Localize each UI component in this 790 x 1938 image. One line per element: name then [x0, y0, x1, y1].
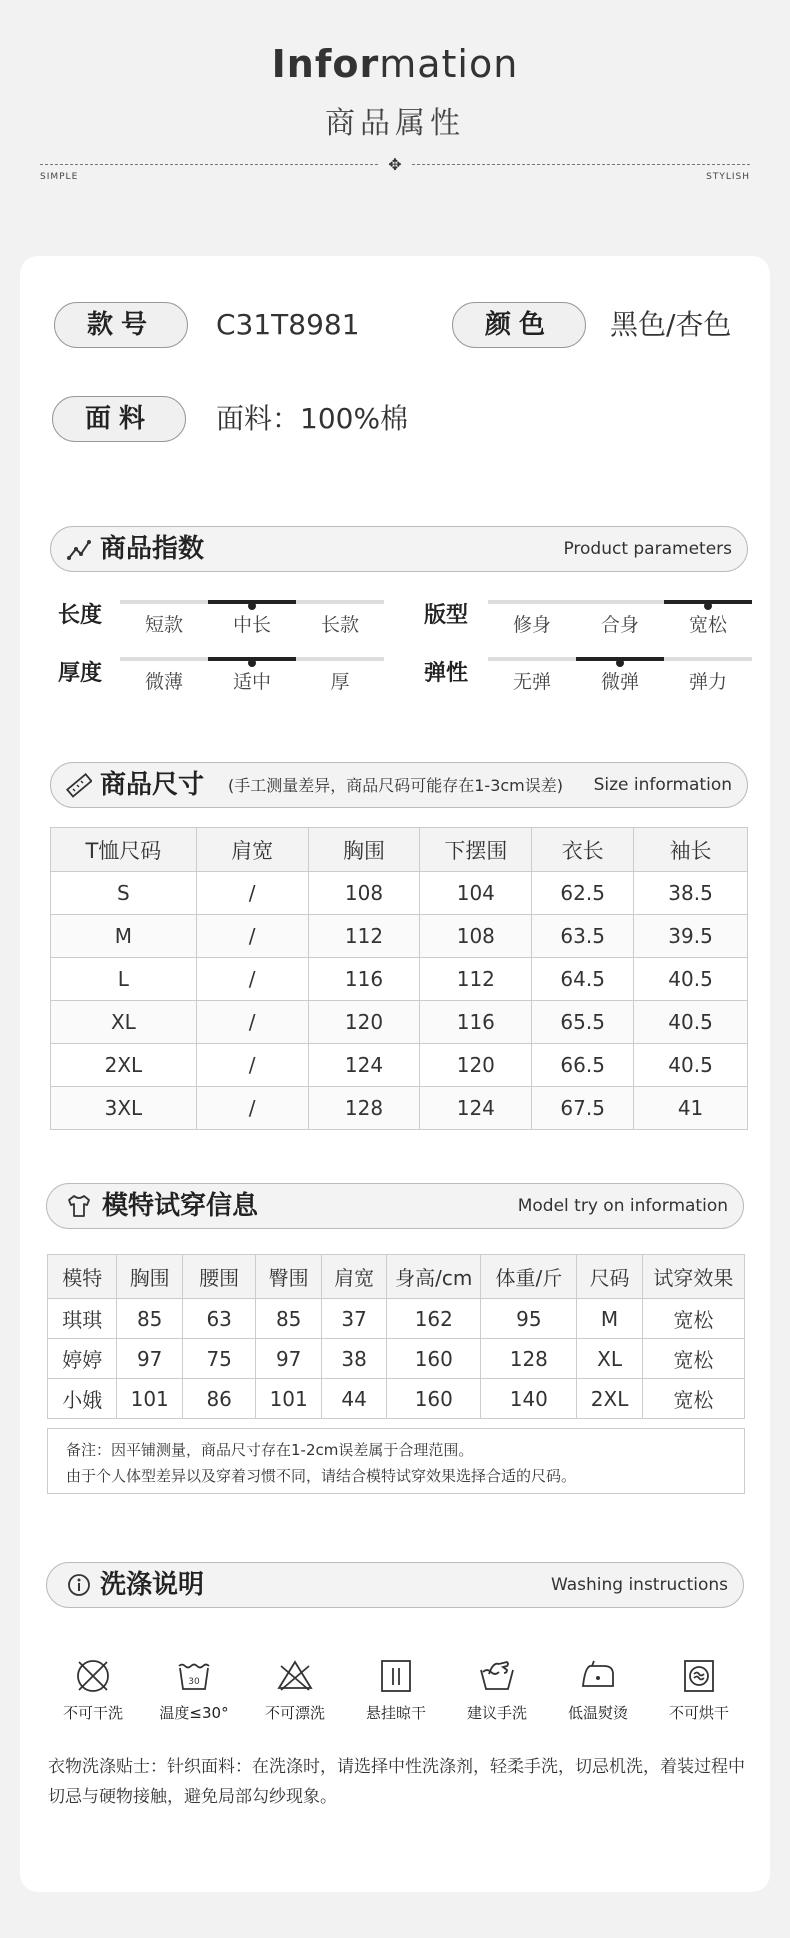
color-value: 黑色/杏色 — [610, 308, 732, 341]
index-marker-dot — [704, 602, 712, 610]
size-cell: / — [196, 1044, 308, 1087]
size-cell: 124 — [420, 1087, 532, 1130]
model-header-cell: 臀围 — [256, 1255, 321, 1299]
header-stylish: STYLISH — [706, 172, 750, 182]
wash-label: 不可漂洗 — [264, 1704, 325, 1722]
size-cell: / — [196, 1087, 308, 1130]
hang-dry-icon — [376, 1656, 416, 1696]
size-cell: L — [51, 958, 197, 1001]
model-cell: 琪琪 — [48, 1299, 117, 1339]
model-section-title: 模特试穿信息 — [102, 1191, 259, 1221]
size-section-en: Size information — [593, 775, 732, 795]
index-label: 弹性 — [424, 661, 469, 686]
fabric-value: 面料：100%棉 — [216, 402, 409, 435]
table-row — [51, 1044, 748, 1087]
tshirt-icon — [66, 1193, 92, 1219]
info-icon — [66, 1572, 92, 1598]
header-simple: SIMPLE — [40, 172, 79, 182]
model-cell: 85 — [256, 1299, 321, 1339]
fabric-label: 面料 — [52, 396, 186, 442]
table-row — [51, 915, 748, 958]
header-title — [0, 42, 790, 86]
size-cell: / — [196, 1001, 308, 1044]
size-cell: 41 — [634, 1087, 748, 1130]
table-row — [51, 1001, 748, 1044]
wash-label: 不可烘干 — [668, 1704, 729, 1722]
index-option: 修身 — [512, 614, 551, 636]
table-row — [48, 1299, 745, 1339]
index-option: 弹力 — [688, 671, 727, 693]
size-header-cell: 胸围 — [308, 828, 420, 872]
size-cell: 108 — [420, 915, 532, 958]
model-cell: 86 — [182, 1379, 256, 1419]
svg-text:30: 30 — [188, 1677, 200, 1687]
color-label: 颜色 — [452, 302, 586, 348]
size-cell: 2XL — [51, 1044, 197, 1087]
model-cell: 160 — [387, 1379, 481, 1419]
size-header-cell: 衣长 — [532, 828, 634, 872]
index-option: 微薄 — [144, 671, 183, 693]
wash-item — [48, 1656, 138, 1723]
model-cell: 162 — [387, 1299, 481, 1339]
model-header-cell: 肩宽 — [321, 1255, 386, 1299]
size-cell: 112 — [420, 958, 532, 1001]
model-table — [47, 1254, 745, 1419]
header-divider-left — [40, 164, 378, 165]
model-note — [47, 1428, 745, 1494]
table-row — [51, 958, 748, 1001]
model-cell: 128 — [481, 1339, 577, 1379]
size-header-cell: T恤尺码 — [51, 828, 197, 872]
index-option: 合身 — [600, 614, 639, 636]
wash-item — [654, 1656, 744, 1723]
model-cell: XL — [577, 1339, 642, 1379]
wash-item — [250, 1656, 340, 1723]
table-row — [48, 1339, 745, 1379]
table-row — [48, 1379, 745, 1419]
wash-label: 悬挂晾干 — [365, 1704, 426, 1722]
wash-label: 建议手洗 — [466, 1704, 527, 1722]
model-header-cell: 身高/cm — [387, 1255, 481, 1299]
index-option: 微弹 — [600, 671, 639, 693]
no-bleach-icon — [275, 1656, 315, 1696]
model-header-cell: 尺码 — [577, 1255, 642, 1299]
size-header-cell: 袖长 — [634, 828, 748, 872]
model-cell: 140 — [481, 1379, 577, 1419]
table-row — [51, 1087, 748, 1130]
size-header-cell: 下摆围 — [420, 828, 532, 872]
style-no-value: C31T8981 — [216, 308, 360, 341]
size-cell: / — [196, 958, 308, 1001]
size-cell: 116 — [420, 1001, 532, 1044]
index-section-title: 商品指数 — [100, 534, 205, 564]
model-header-cell: 体重/斤 — [481, 1255, 577, 1299]
title-bold: Infor — [271, 42, 380, 86]
table-row — [51, 872, 748, 915]
index-label: 长度 — [58, 603, 103, 628]
index-option: 厚 — [330, 671, 350, 693]
index-label: 版型 — [424, 603, 469, 628]
model-note-line1: 备注：因平铺测量，商品尺寸存在1-2cm误差属于合理范围。 — [66, 1441, 474, 1459]
wash-item — [149, 1656, 239, 1723]
size-cell: 63.5 — [532, 915, 634, 958]
size-table — [50, 827, 748, 1130]
size-cell: 39.5 — [634, 915, 748, 958]
model-cell: 44 — [321, 1379, 386, 1419]
model-cell: 95 — [481, 1299, 577, 1339]
size-cell: S — [51, 872, 197, 915]
model-cell: 85 — [117, 1299, 182, 1339]
model-note-line2: 由于个人体型差异以及穿着习惯不同，请结合模特试穿效果选择合适的尺码。 — [66, 1467, 577, 1485]
wash-item — [452, 1656, 542, 1723]
hand-wash-icon — [477, 1656, 517, 1696]
model-cell: 160 — [387, 1339, 481, 1379]
wash-section-title: 洗涤说明 — [100, 1570, 205, 1600]
wash-item — [351, 1656, 441, 1723]
size-cell: 124 — [308, 1044, 420, 1087]
size-cell: 3XL — [51, 1087, 197, 1130]
model-cell: 宽松 — [642, 1299, 744, 1339]
size-cell: 112 — [308, 915, 420, 958]
index-marker-dot — [248, 602, 256, 610]
size-cell: 120 — [308, 1001, 420, 1044]
index-option: 适中 — [232, 671, 271, 693]
style-no-label: 款号 — [54, 302, 188, 348]
size-cell: 65.5 — [532, 1001, 634, 1044]
model-cell: 宽松 — [642, 1339, 744, 1379]
size-header-cell: 肩宽 — [196, 828, 308, 872]
size-cell: 116 — [308, 958, 420, 1001]
model-cell: 38 — [321, 1339, 386, 1379]
index-marker-dot — [248, 659, 256, 667]
no-tumble-dry-icon — [679, 1656, 719, 1696]
header-subtitle: 商品属性 — [325, 106, 465, 141]
size-table-header — [51, 828, 748, 872]
size-cell: 64.5 — [532, 958, 634, 1001]
model-cell: 小娥 — [48, 1379, 117, 1419]
ruler-icon — [66, 772, 92, 798]
size-cell: 104 — [420, 872, 532, 915]
model-cell: 97 — [117, 1339, 182, 1379]
no-dry-clean-icon — [73, 1656, 113, 1696]
wash-item — [553, 1656, 643, 1723]
model-table-header — [48, 1255, 745, 1299]
size-cell: M — [51, 915, 197, 958]
model-cell: 101 — [256, 1379, 321, 1419]
model-header-cell: 胸围 — [117, 1255, 182, 1299]
index-label: 厚度 — [58, 661, 103, 686]
wash-section-en: Washing instructions — [550, 1575, 728, 1595]
index-option: 长款 — [320, 614, 359, 636]
wash-label: 不可干洗 — [62, 1704, 123, 1722]
size-cell: 40.5 — [634, 958, 748, 1001]
header-divider-right — [412, 164, 750, 165]
index-section-en: Product parameters — [563, 539, 732, 559]
wash-tip: 衣物洗涤贴士：针织面料：在洗涤时，请选择中性洗涤剂，轻柔手洗，切忌机洗，着装过程中切忌与硬物接触，避免局部勾纱现象。 — [48, 1757, 745, 1807]
size-cell: 120 — [420, 1044, 532, 1087]
model-cell: 101 — [117, 1379, 182, 1419]
model-header-cell: 腰围 — [182, 1255, 256, 1299]
wash-label: 低温熨烫 — [567, 1704, 628, 1722]
size-cell: 108 — [308, 872, 420, 915]
size-cell: / — [196, 915, 308, 958]
model-header-cell: 模特 — [48, 1255, 117, 1299]
wash-30-icon — [174, 1656, 214, 1696]
size-cell: 40.5 — [634, 1001, 748, 1044]
size-cell: 62.5 — [532, 872, 634, 915]
model-cell: 97 — [256, 1339, 321, 1379]
size-cell: XL — [51, 1001, 197, 1044]
size-section-note: (手工测量差异，商品尺码可能存在1-3cm误差) — [228, 776, 564, 795]
model-cell: 37 — [321, 1299, 386, 1339]
title-light: mation — [379, 42, 519, 86]
size-cell: 38.5 — [634, 872, 748, 915]
index-option: 无弹 — [512, 671, 551, 693]
cross-arrows-icon: ✥ — [388, 155, 402, 174]
size-cell: 40.5 — [634, 1044, 748, 1087]
model-cell: 2XL — [577, 1379, 642, 1419]
model-cell: 63 — [182, 1299, 256, 1339]
model-cell: 婷婷 — [48, 1339, 117, 1379]
index-option: 中长 — [232, 614, 271, 636]
trend-line-icon — [66, 537, 92, 563]
size-section-title: 商品尺寸 — [100, 770, 205, 800]
size-cell: 67.5 — [532, 1087, 634, 1130]
low-iron-icon — [578, 1656, 618, 1696]
model-cell: 75 — [182, 1339, 256, 1379]
size-cell: / — [196, 872, 308, 915]
size-cell: 128 — [308, 1087, 420, 1130]
model-cell: M — [577, 1299, 642, 1339]
index-option: 短款 — [144, 614, 183, 636]
model-section-en: Model try on information — [517, 1196, 728, 1216]
index-marker-dot — [616, 659, 624, 667]
model-header-cell: 试穿效果 — [642, 1255, 744, 1299]
index-option: 宽松 — [688, 614, 727, 636]
wash-label: 温度≤30° — [159, 1704, 229, 1722]
model-cell: 宽松 — [642, 1379, 744, 1419]
size-cell: 66.5 — [532, 1044, 634, 1087]
